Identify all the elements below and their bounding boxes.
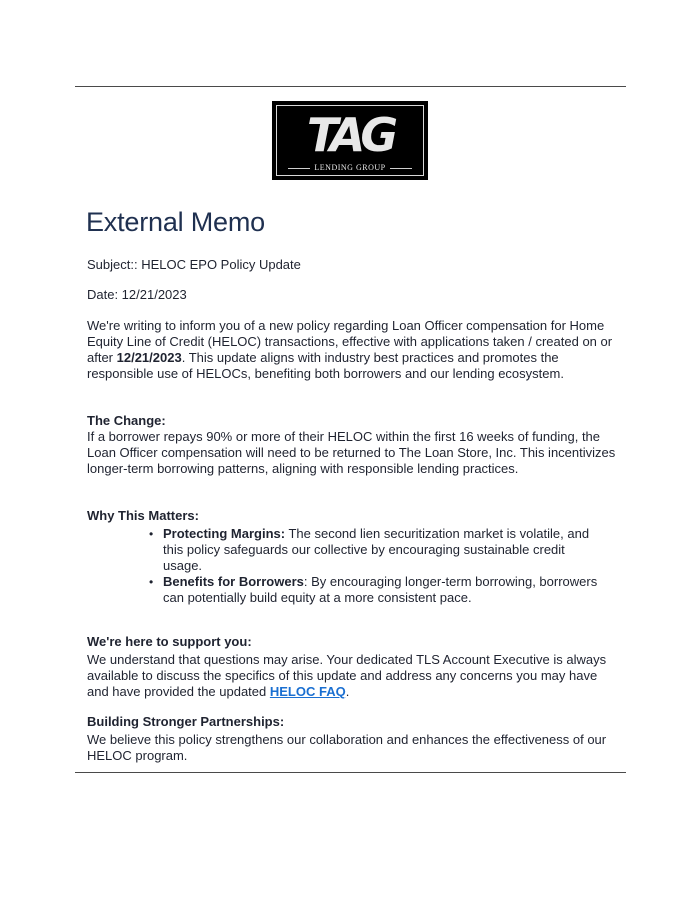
intro-text-end: . This update aligns with industry best practices and promotes the responsible use of HELOCs, benefiting both borrowers and our lending ecosystem. [87, 350, 564, 381]
support-paragraph [87, 652, 617, 700]
change-heading: The Change: [87, 413, 166, 428]
heloc-faq-link[interactable]: HELOC FAQ [269, 684, 346, 699]
logo-frame [276, 105, 424, 176]
support-heading: We're here to support you: [87, 634, 252, 649]
intro-text-start: We're writing to inform you of a new policy regarding Loan Officer compensation for Home Equity Line of Credit (HELOC) transactions, effective with applications taken / created on or after [87, 318, 613, 365]
memo-date: Date: 12/21/2023 [87, 287, 187, 302]
effective-date: 12/21/2023 [116, 350, 182, 365]
partnership-paragraph: We believe this policy strengthens our collaboration and enhances the effectiveness of our HELOC program. [87, 732, 607, 763]
tag-lending-group-logo [272, 101, 428, 180]
why-bullet-list [149, 526, 603, 606]
change-paragraph: If a borrower repays 90% or more of their HELOC within the first 16 weeks of funding, the Loan Officer compensation will need to be returned to The Loan Store, Inc. This incentivizes longer-term borrowing patterns, aligning with responsible lending practices. [87, 429, 616, 476]
memo-title: External Memo [86, 207, 265, 237]
logo-subtitle: LENDING GROUP [277, 163, 423, 172]
top-divider [75, 86, 626, 87]
list-item [149, 526, 603, 574]
bullet-text: : By encouraging longer-term borrowing, borrowers can potentially build equity at a more consistent pace. [163, 574, 598, 605]
memo-subject: Subject:: HELOC EPO Policy Update [87, 257, 301, 272]
bullet-label: Benefits for Borrowers [163, 574, 304, 589]
bullet-icon: • [149, 527, 154, 541]
bullet-icon: • [149, 575, 154, 589]
bullet-text: The second lien securitization market is volatile, and this policy safeguards our collective by encouraging sustainable credit usage. [163, 526, 590, 573]
why-heading: Why This Matters: [87, 508, 199, 523]
partnership-heading: Building Stronger Partnerships: [87, 714, 285, 729]
list-item [149, 574, 603, 606]
bottom-divider [75, 772, 626, 773]
support-text: We understand that questions may arise. Your dedicated TLS Account Executive is always available to discuss the specifics of this update and address any concerns you may have and have provided the updated [87, 652, 607, 699]
support-text-end: . [345, 684, 350, 699]
bullet-label: Protecting Margins: [163, 526, 286, 541]
intro-paragraph [87, 318, 617, 382]
logo-mark: TAG [306, 108, 394, 162]
